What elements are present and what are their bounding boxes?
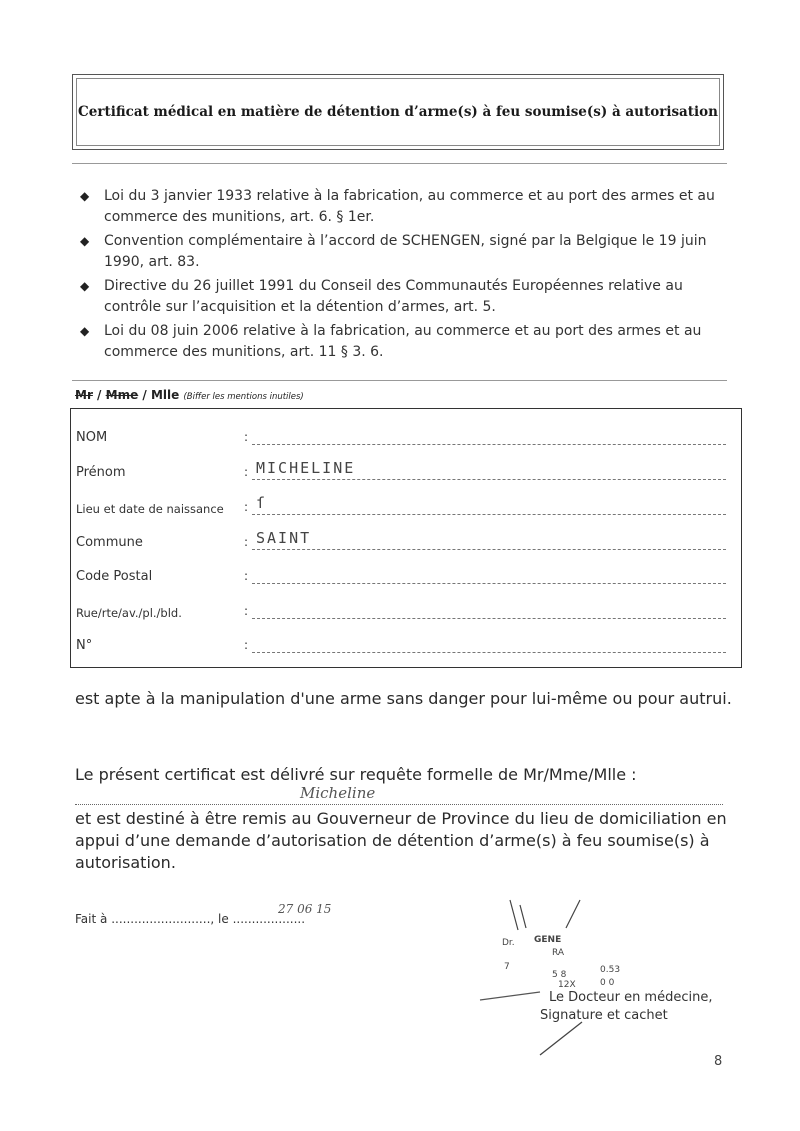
signature-caption: Signature et cachet bbox=[540, 1008, 668, 1023]
gender-note: (Biffer les mentions inutiles) bbox=[183, 392, 304, 402]
law-item: ◆ Loi du 3 janvier 1933 relative à la fabrication, au commerce et au port des armes et au commerce des munitions, art. 6. § 1er. bbox=[80, 188, 715, 225]
field-postal: Code Postal : bbox=[76, 569, 726, 603]
request-name: Micheline bbox=[300, 784, 376, 802]
doctor-stamp: Dr. GENE RA 7 5 8 0.53 12X 0 0 bbox=[502, 935, 621, 990]
signature-strokes bbox=[470, 880, 670, 1060]
field-birth: Lieu et date de naissance : ſ bbox=[76, 500, 726, 534]
gender-mlle: Mlle bbox=[150, 388, 180, 402]
destination-statement: et est destiné à être remis au Gouverneur de Province du lieu de domiciliation en appui d’une demande d’autorisation de détention d’arme(s) à feu soumise(s) à autorisation. bbox=[75, 809, 727, 872]
diamond-bullet-icon: ◆ bbox=[80, 189, 90, 203]
title-rule bbox=[72, 163, 727, 164]
request-statement: Le présent certificat est délivré sur requête formelle de Mr/Mme/Mlle : bbox=[75, 765, 637, 784]
gender-selection: Mr / Mme / Mlle (Biffer les mentions inutiles) bbox=[75, 388, 304, 402]
field-value: MICHELINE bbox=[256, 459, 356, 477]
field-street: Rue/rte/av./pl./bld. : bbox=[76, 604, 726, 638]
field-prenom: Prénom : MICHELINE bbox=[76, 465, 726, 499]
field-value: SAINT bbox=[256, 529, 312, 547]
field-label: Lieu et date de naissance bbox=[76, 502, 224, 516]
law-item: ◆ Loi du 08 juin 2006 relative à la fabrication, au commerce et au port des armes et au commerce des munitions, art. 11 § 3. 6. bbox=[80, 323, 702, 360]
doctor-title: Le Docteur en médecine, bbox=[549, 990, 713, 1005]
document-title: Certificat médical en matière de détention d’arme(s) à feu soumise(s) à autorisation bbox=[78, 104, 718, 120]
diamond-bullet-icon: ◆ bbox=[80, 234, 90, 248]
law-item: ◆ Convention complémentaire à l’accord de SCHENGEN, signé par la Belgique le 19 juin 1990, art. 83. bbox=[80, 233, 707, 270]
page-number: 8 bbox=[714, 1054, 723, 1069]
le-label: , le bbox=[210, 912, 229, 926]
request-name-line bbox=[75, 804, 723, 805]
field-label: Code Postal bbox=[76, 569, 153, 584]
law-item: ◆ Directive du 26 juillet 1991 du Conseil des Communautés Européennes relative au contrôle sur l’acquisition et la détention d’armes, art. 5. bbox=[80, 278, 683, 315]
handwritten-date: 27 06 15 bbox=[278, 902, 332, 916]
section-rule bbox=[72, 380, 727, 381]
field-number: N° : bbox=[76, 638, 726, 672]
fait-label: Fait à bbox=[75, 912, 108, 926]
field-label: NOM bbox=[76, 430, 108, 445]
field-label: Commune bbox=[76, 535, 143, 550]
field-nom: NOM : bbox=[76, 430, 726, 464]
field-label: Prénom bbox=[76, 465, 126, 480]
field-commune: Commune : SAINT bbox=[76, 535, 726, 569]
law-references bbox=[80, 186, 720, 366]
place-date-line: Fait à .........................., le ................... bbox=[75, 912, 306, 926]
field-label: N° bbox=[76, 638, 93, 653]
field-value: ſ bbox=[256, 494, 268, 512]
gender-mr: Mr bbox=[75, 388, 93, 402]
diamond-bullet-icon: ◆ bbox=[80, 324, 90, 338]
field-label: Rue/rte/av./pl./bld. bbox=[76, 606, 182, 620]
diamond-bullet-icon: ◆ bbox=[80, 279, 90, 293]
gender-mme: Mme bbox=[105, 388, 139, 402]
apt-statement: est apte à la manipulation d'une arme sans danger pour lui-même ou pour autrui. bbox=[75, 689, 732, 708]
